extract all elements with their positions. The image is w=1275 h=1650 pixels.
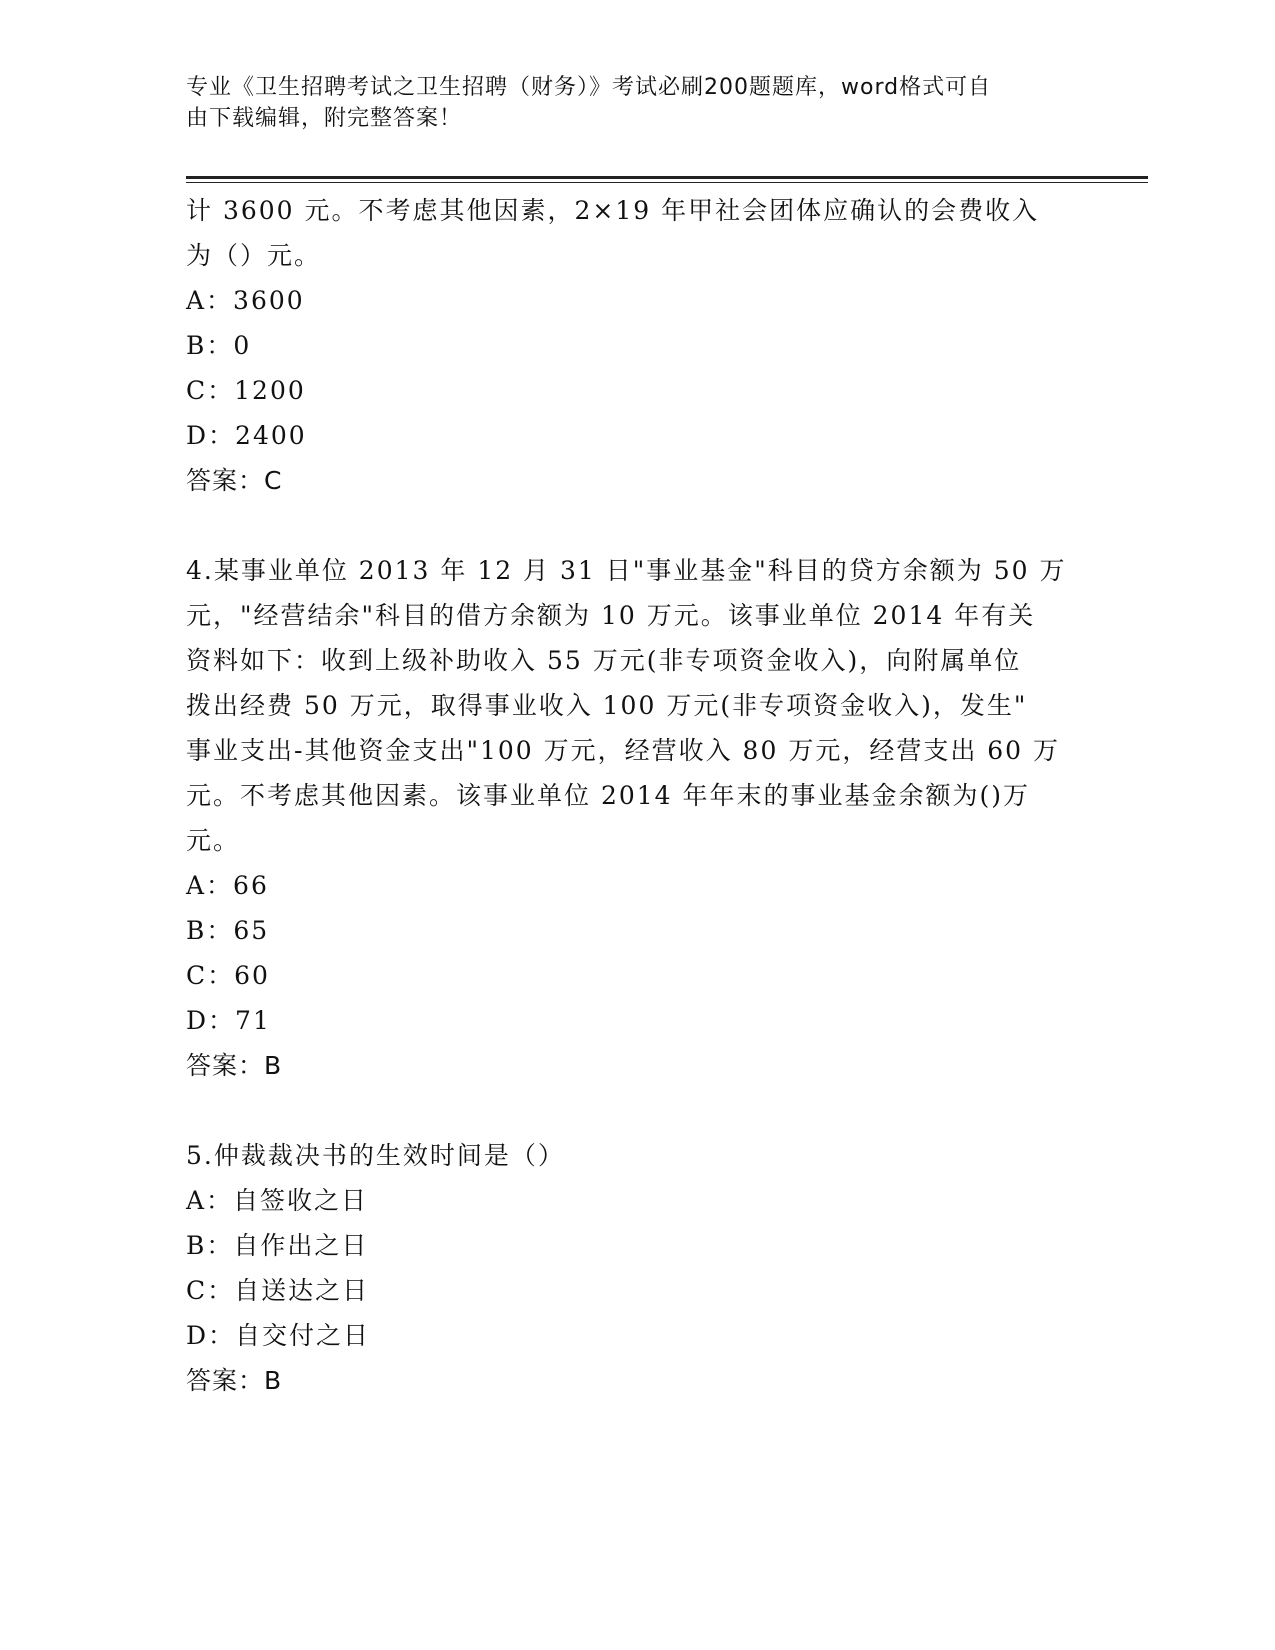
document-header: [186, 72, 1066, 134]
question-5: [186, 1133, 1076, 1403]
question-3-answer: 答案：C: [186, 466, 283, 495]
question-5-text-line: 5.仲裁裁决书的生效时间是（）: [186, 1141, 565, 1170]
question-4-option-a: A：66: [186, 871, 269, 900]
question-4-text-line: 资料如下：收到上级补助收入 55 万元(非专项资金收入)，向附属单位: [186, 646, 1022, 675]
question-5-option-b: B：自作出之日: [186, 1231, 369, 1260]
question-4-text-line: 元。: [186, 826, 241, 855]
question-4: [186, 548, 1076, 1088]
header-rule-thin: [186, 182, 1148, 183]
header-line-1: 专业《卫生招聘考试之卫生招聘（财务）》考试必刷200题题库，word格式可自: [186, 75, 992, 100]
question-4-option-c: C：60: [186, 961, 270, 990]
question-5-option-d: D：自交付之日: [186, 1321, 371, 1350]
header-rule-thick: [186, 176, 1148, 179]
question-4-text-line: 事业支出-其他资金支出"100 万元，经营收入 80 万元，经营支出 60 万: [186, 736, 1061, 765]
question-4-text-line: 拨出经费 50 万元，取得事业收入 100 万元(非专项资金收入)，发生": [186, 691, 1028, 720]
question-4-text-line: 元，"经营结余"科目的借方余额为 10 万元。该事业单位 2014 年有关: [186, 601, 1036, 630]
document-body: [186, 188, 1076, 1403]
header-line-2: 由下载编辑，附完整答案！: [186, 106, 463, 131]
question-3-option-a: A：3600: [186, 286, 305, 315]
question-5-answer: 答案：B: [186, 1366, 283, 1395]
question-3-text-line: 为（）元。: [186, 241, 322, 270]
question-3-option-d: D：2400: [186, 421, 307, 450]
question-5-option-c: C：自送达之日: [186, 1276, 370, 1305]
spacer: [186, 503, 1076, 548]
question-5-option-a: A：自签收之日: [186, 1186, 369, 1215]
question-4-option-d: D：71: [186, 1006, 271, 1035]
question-3: [186, 188, 1076, 503]
question-3-option-c: C：1200: [186, 376, 306, 405]
question-4-option-b: B：65: [186, 916, 270, 945]
question-4-text-line: 4.某事业单位 2013 年 12 月 31 日"事业基金"科目的贷方余额为 50 万: [186, 556, 1067, 585]
question-3-option-b: B：0: [186, 331, 252, 360]
question-3-text-line: 计 3600 元。不考虑其他因素，2×19 年甲社会团体应确认的会费收入: [186, 196, 1040, 225]
spacer: [186, 1088, 1076, 1133]
question-4-text-line: 元。不考虑其他因素。该事业单位 2014 年年末的事业基金余额为()万: [186, 781, 1031, 810]
question-4-answer: 答案：B: [186, 1051, 283, 1080]
